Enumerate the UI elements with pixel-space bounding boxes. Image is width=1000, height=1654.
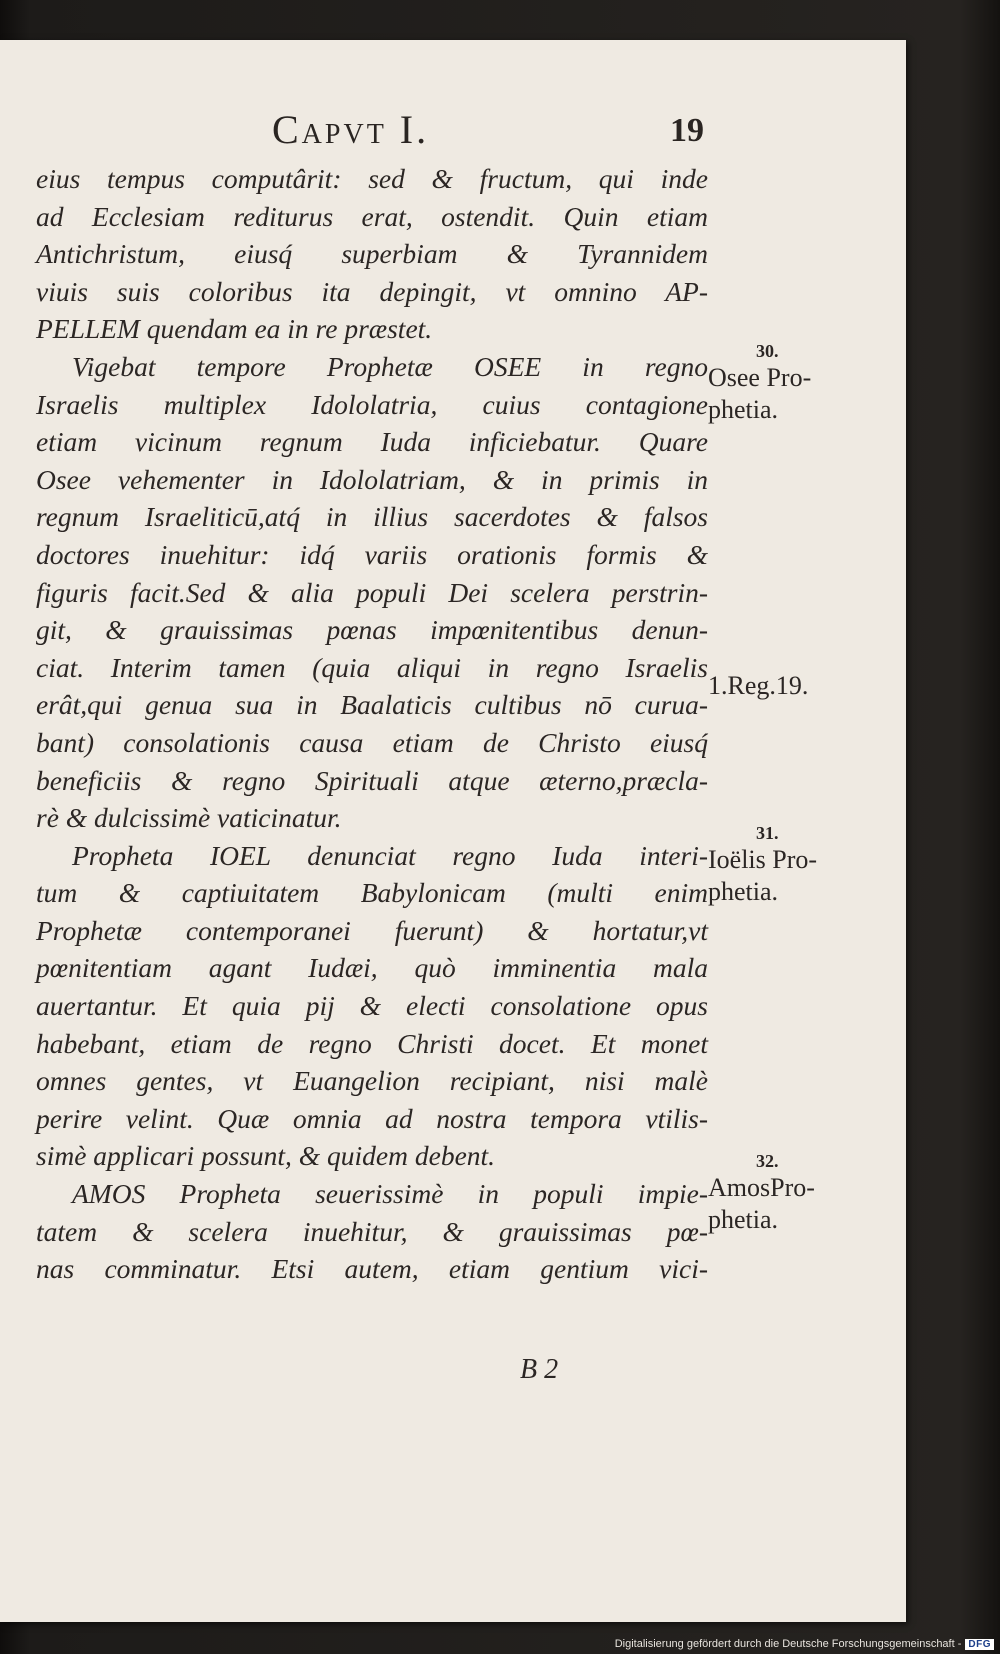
- text-line: doctores inuehitur: idq́ variis orationis formis &: [36, 538, 708, 570]
- body-text: [36, 160, 708, 1288]
- text-line: omnes gentes, vt Euangelion recipiant, nisi malè: [36, 1065, 708, 1097]
- margin-note-reg: [708, 670, 888, 702]
- page-number: 19: [670, 112, 704, 149]
- text-line: perire velint. Quæ omnia ad nostra tempora vtilis-: [36, 1102, 708, 1134]
- margin-note-joel: [708, 822, 888, 908]
- margin-note-amos: [708, 1150, 888, 1236]
- margin-note-line: phetia.: [708, 1205, 779, 1234]
- margin-note-line: AmosPro-: [708, 1173, 815, 1202]
- text-line: Israelis multiplex Idololatria, cuius contagione: [36, 388, 708, 420]
- text-line: auertantur. Et quia pij & electi consolatione opus: [36, 990, 708, 1022]
- text-line: Antichristum, eiusq́ superbiam & Tyrannidem: [36, 238, 708, 270]
- text-line: PELLEM quendam ea in re præstet.: [36, 313, 433, 345]
- text-line: nas comminatur. Etsi autem, etiam gentium vici-: [36, 1253, 708, 1285]
- text-line: pœnitentiam agant Iudæi, quò imminentia mala: [36, 952, 708, 984]
- text-line: ad Ecclesiam rediturus erat, ostendit. Quin etiam: [36, 200, 708, 232]
- credit-text: Digitalisierung gefördert durch die Deutsche Forschungsgemeinschaft -: [614, 1638, 962, 1650]
- text-line: eius tempus computârit: sed & fructum, qui inde: [36, 163, 708, 194]
- margin-note-line: 1.Reg.19.: [708, 671, 809, 700]
- text-line: Vigebat tempore Prophetæ OSEE in regno: [72, 350, 708, 382]
- text-line: beneficiis & regno Spirituali atque æterno,præcla-: [36, 764, 708, 796]
- margin-note-line: Osee Pro-: [708, 363, 812, 392]
- text-line: etiam vicinum regnum Iuda inficiebatur. Quare: [36, 426, 708, 458]
- text-line: tum & captiuitatem Babylonicam (multi enim: [36, 877, 708, 909]
- margin-note-line: phetia.: [708, 395, 779, 424]
- margin-note-line: Ioëlis Pro-: [708, 845, 818, 874]
- text-line: regnum Israeliticū,atq́ in illius sacerdotes & falsos: [36, 501, 708, 533]
- text-line: tatem & scelera inuehitur, & grauissimas pœ-: [36, 1215, 708, 1247]
- running-head: Capvt I.: [272, 107, 430, 152]
- text-line: Propheta IOEL denunciat regno Iuda interi-: [72, 839, 708, 871]
- page-header: [0, 106, 906, 166]
- text-line: habebant, etiam de regno Christi docet. Et monet: [36, 1027, 708, 1059]
- margin-note-number: 31.: [756, 823, 779, 843]
- text-line: bant) consolationis causa etiam de Christo eiusq́: [36, 726, 708, 758]
- text-line: Osee vehementer in Idololatriam, & in primis in: [36, 463, 708, 495]
- margin-note-number: 30.: [756, 341, 779, 361]
- text-line: ciat. Interim tamen (quia aliqui in regno Israelis: [36, 651, 708, 683]
- text-line: erât,qui genua sua in Baalaticis cultibus nō curua-: [36, 689, 708, 721]
- margin-note-line: phetia.: [708, 877, 779, 906]
- text-line: simè applicari possunt, & quidem debent.: [36, 1140, 496, 1172]
- text-line: figuris facit.Sed & alia populi Dei scelera perstrin-: [36, 576, 708, 608]
- book-page: [0, 40, 906, 1622]
- text-line: rè & dulcissimè vaticinatur.: [36, 802, 342, 834]
- text-line: viuis suis coloribus ita depingit, vt omnino AP-: [36, 275, 708, 307]
- signature-mark: B 2: [520, 1354, 559, 1385]
- text-line: AMOS Propheta seuerissimè in populi impie-: [72, 1178, 708, 1210]
- digitization-credit: [615, 1638, 994, 1650]
- margin-note-osee: [708, 340, 888, 426]
- dfg-logo: DFG: [965, 1639, 994, 1650]
- text-line: git, & grauissimas pœnas impœnitentibus denun-: [36, 614, 708, 646]
- margin-note-number: 32.: [756, 1151, 779, 1171]
- text-line: Prophetæ contemporanei fuerunt) & hortatur,vt: [36, 914, 708, 946]
